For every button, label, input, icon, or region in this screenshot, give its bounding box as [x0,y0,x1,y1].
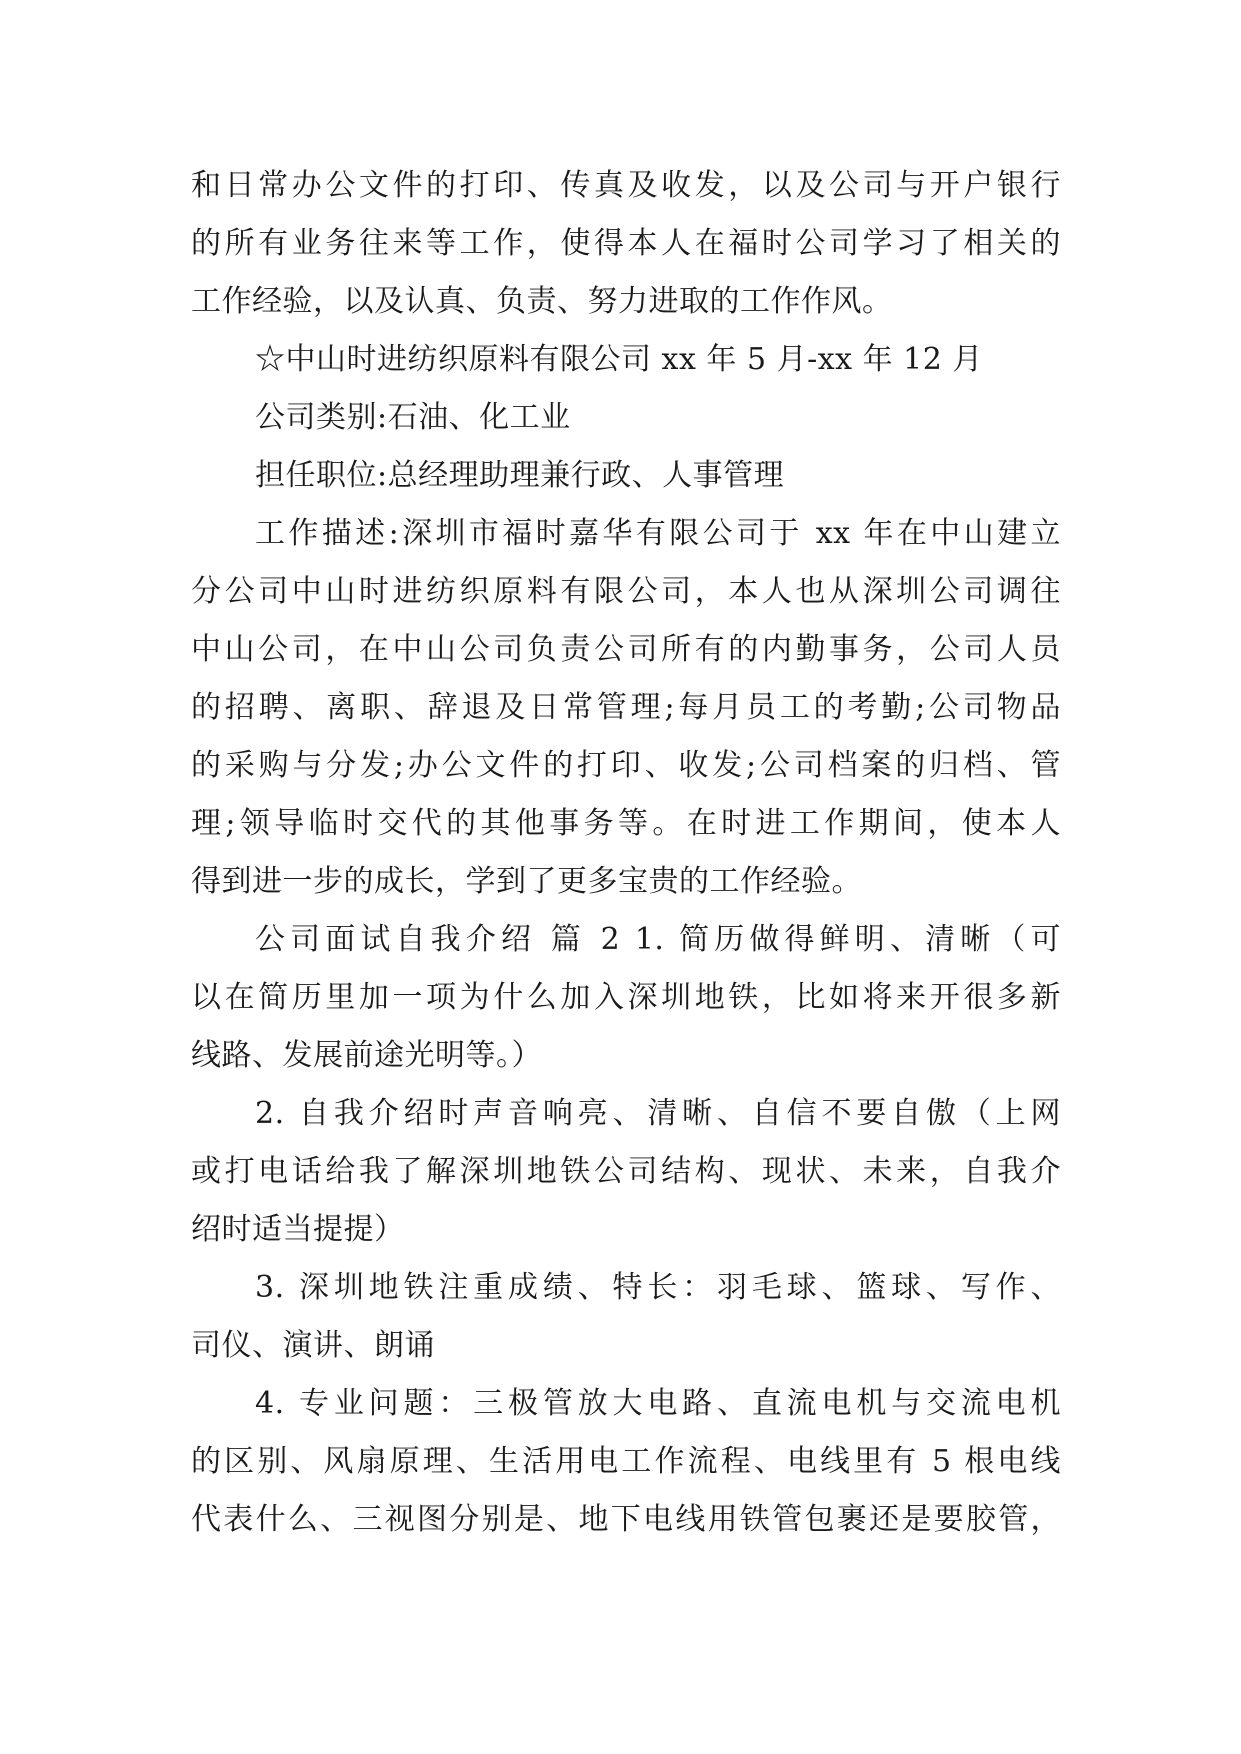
text-line: 绍时适当提提） [191,1212,405,1247]
text-line: 的采购与分发;办公文件的打印、收发;公司档案的归档、管 [191,748,1061,783]
position-title: 担任职位:总经理助理兼行政、人事管理 [255,458,785,493]
job-description-start: 工作描述:深圳市福时嘉华有限公司于 xx 年在中山建立 [255,516,1061,551]
list-item-3: 3. 深圳地铁注重成绩、特长：羽毛球、篮球、写作、 [255,1270,1061,1305]
text-line: 或打电话给我了解深圳地铁公司结构、现状、未来，自我介 [191,1154,1061,1189]
text-line: 代表什么、三视图分别是、地下电线用铁管包裹还是要胶管， [191,1502,1061,1537]
text-line: 中山公司，在中山公司负责公司所有的内勤事务，公司人员 [191,632,1061,667]
text-line: 的所有业务往来等工作，使得本人在福时公司学习了相关的 [191,226,1061,261]
company-category: 公司类别:石油、化工业 [255,400,571,435]
text-line: 的招聘、离职、辞退及日常管理;每月员工的考勤;公司物品 [191,690,1061,725]
text-line: 线路、发展前途光明等。） [191,1038,542,1073]
text-line: 和日常办公文件的打印、传真及收发，以及公司与开户银行 [191,168,1061,203]
text-line: 得到进一步的成长，学到了更多宝贵的工作经验。 [191,864,862,899]
section-heading: 公司面试自我介绍 篇 2 1. 简历做得鲜明、清晰（可 [255,922,1061,957]
text-line: 工作经验，以及认真、负责、努力进取的工作作风。 [191,284,893,319]
document-body [191,157,1061,1549]
text-line: 理;领导临时交代的其他事务等。在时进工作期间，使本人 [191,806,1061,841]
text-line: 以在简历里加一项为什么加入深圳地铁，比如将来开很多新 [191,980,1061,1015]
company-heading: ☆中山时进纺织原料有限公司 xx 年 5 月-xx 年 12 月 [255,342,983,377]
list-item-4: 4. 专业问题：三极管放大电路、直流电机与交流电机 [255,1386,1061,1421]
list-item-2: 2. 自我介绍时声音响亮、清晰、自信不要自傲（上网 [255,1096,1061,1131]
text-line: 的区别、风扇原理、生活用电工作流程、电线里有 5 根电线 [191,1444,1061,1479]
text-line: 司仪、演讲、朗诵 [191,1328,435,1363]
text-line: 分公司中山时进纺织原料有限公司，本人也从深圳公司调往 [191,574,1061,609]
